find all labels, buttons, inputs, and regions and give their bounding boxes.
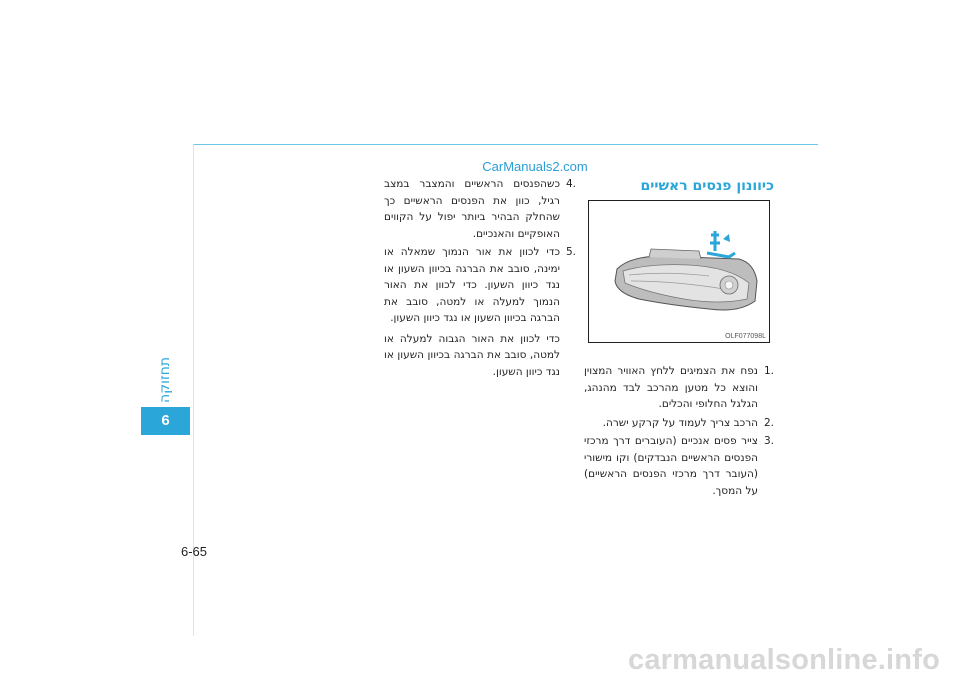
watermark-bottom[interactable]: carmanualsonline.info: [628, 644, 940, 676]
headlamp-drawing: [589, 201, 769, 342]
instructions-left-column: [384, 176, 576, 380]
list-item-text: כשהפנסים הראשיים והמצבר במצב רגיל, כוון את הפנסים הראשיים כך שהחלק הבהיר ביותר יפול על הקווים האופקיים והאנכיים.: [384, 178, 560, 240]
list-item-number: .4: [565, 178, 576, 190]
chapter-number-tab[interactable]: 6: [141, 407, 190, 435]
page-number: 6-65: [181, 544, 208, 559]
chapter-title: תחזוקה: [157, 356, 173, 404]
headlamp-illustration: [588, 200, 770, 343]
list-item-text: צייר פסים אנכיים (העוברים דרך מרכזי הפנסים הראשיים הנבדקים) וקו מישורי (העובר דרך מרכזי הפנסים הראשיים) על המסך.: [584, 435, 758, 497]
list-item-text: נפח את הצמיגים ללחץ האוויר המצוין והוצא כל מטען מהרכב לבד מהנהג, הגלגל החלופי והכלים.: [584, 365, 758, 410]
list-item-text: הרכב צריך לעמוד על קרקע ישרה.: [602, 416, 758, 429]
side-rule: [193, 144, 194, 636]
list-item: [384, 244, 576, 327]
list-item: [384, 176, 576, 242]
list-item-number: .3: [763, 435, 774, 447]
high-beam-paragraph: כדי לכוון את האור הגבוה למעלה או למטה, סובב את הברגה בכיוון השעון או נגד כיוון השעון.: [384, 332, 560, 378]
list-item-number: .1: [763, 365, 774, 377]
list-item-number: .5: [565, 246, 576, 258]
top-rule: [193, 144, 818, 145]
watermark-top[interactable]: CarManuals2.com: [482, 159, 588, 174]
instructions-right-column: [584, 363, 774, 501]
list-item-number: .2: [763, 416, 774, 429]
list-item: [584, 433, 774, 499]
section-heading: כיוונון פנסים ראשיים: [640, 178, 774, 194]
list-item-text: כדי לכוון את אור הנמוך שמאלה או ימינה, סובב את הברגה בכיוון השעון או נגד כיוון השעון. כדי לכוון את האור הנמוך למעלה או למטה, סובב את הברגה בכיוון השעון או נגד כיוון השעון.: [384, 246, 560, 324]
list-item: [584, 415, 774, 432]
image-code: OLF077098L: [725, 333, 766, 340]
list-item: [584, 363, 774, 413]
